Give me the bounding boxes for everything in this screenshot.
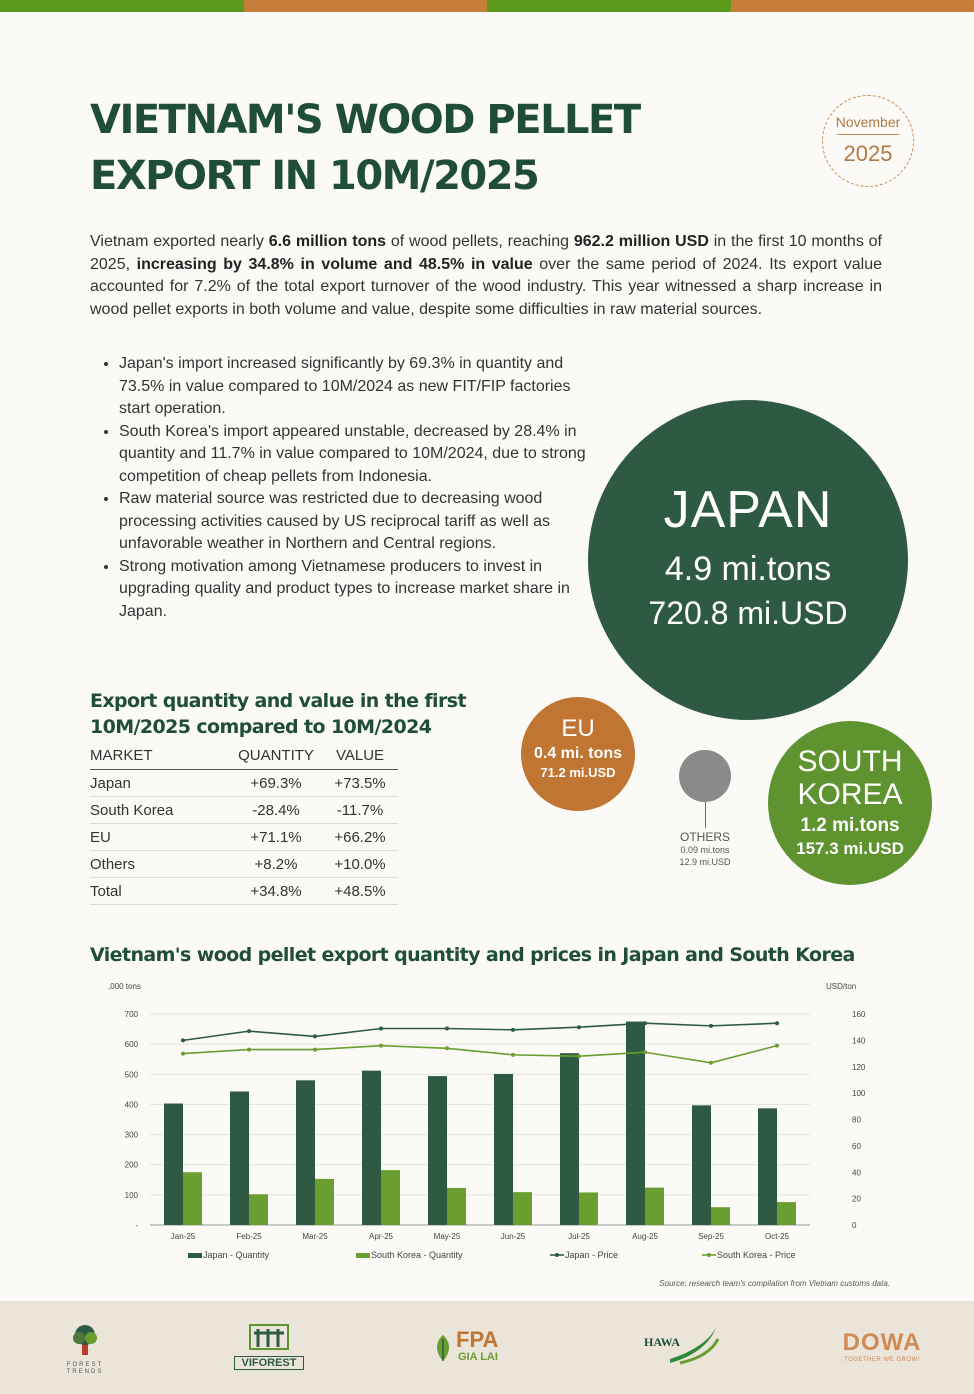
fpa-sub-text: GIA LAI: [458, 1351, 498, 1363]
key-point: • Japan's import increased significantly by 69.3% in quantity and 73.5% in value compared to 10M/2024 as new FIT/FIP factories start operation.: [119, 353, 589, 421]
top-bar-orange-1: [244, 0, 488, 12]
bar-japan-quantity: [428, 1076, 447, 1225]
x-tick-label: Aug-25: [632, 1232, 658, 1241]
point-south-korea-price: [313, 1048, 317, 1052]
bar-japan-quantity: [692, 1105, 711, 1225]
viforest-logo: [234, 1323, 304, 1373]
tree-icon: [62, 1323, 108, 1357]
japan-name: JAPAN: [663, 481, 833, 539]
intro-bold-2: 962.2 million USD: [573, 233, 709, 250]
leaf-icon: [432, 1331, 454, 1363]
table-header-row: [90, 744, 398, 770]
bar-south-korea-quantity: [249, 1194, 268, 1225]
hawa-text: HAWA: [644, 1335, 681, 1349]
y-right-tick-label: 160: [852, 1010, 866, 1019]
south-korea-name: SOUTH KOREA: [797, 745, 903, 811]
bar-south-korea-quantity: [315, 1179, 334, 1225]
legend-swatch: [188, 1253, 202, 1258]
cell-quantity: +34.8%: [230, 878, 322, 905]
south-korea-market-bubble: [768, 721, 932, 885]
point-japan-price: [577, 1025, 581, 1029]
dowa-tagline: TOGETHER WE GROW!: [844, 1357, 920, 1363]
intro-bold-3: increasing by 34.8% in volume and 48.5% in value: [136, 255, 533, 273]
viforest-emblem-icon: [244, 1323, 294, 1351]
export-quantity-price-chart: [90, 975, 880, 1275]
intro-text-1: Vietnam exported nearly: [90, 233, 269, 250]
legend-label: Japan - Price: [565, 1250, 619, 1260]
bar-japan-quantity: [230, 1091, 249, 1225]
top-bar-green-1: [0, 0, 244, 12]
badge-year: 2025: [843, 141, 893, 166]
cell-value: +48.5%: [322, 878, 398, 905]
cell-quantity: +71.1%: [230, 824, 322, 851]
viforest-text: VIFOREST: [234, 1356, 304, 1370]
cell-quantity: -28.4%: [230, 797, 322, 824]
intro-bold-1: 6.6 million tons: [268, 233, 387, 250]
x-tick-label: Oct-25: [764, 1232, 790, 1241]
others-quantity: 0.09 mi.tons: [680, 845, 730, 855]
others-label: [655, 830, 755, 868]
point-south-korea-price: [181, 1052, 185, 1056]
header-value: VALUE: [322, 744, 398, 770]
intro-text-4: over the same period of 2024. Its export value accounted for 7.2% of the total export turnover of the wood industry. This year witnessed a sharp increase in wood pellet exports in both volume and value, despite some difficulties in raw material sources.: [90, 255, 883, 318]
point-japan-price: [511, 1028, 515, 1032]
legend-marker: [707, 1253, 711, 1257]
top-color-bar: [0, 0, 974, 12]
y-right-tick-label: 20: [852, 1194, 861, 1204]
point-japan-price: [775, 1021, 779, 1025]
x-tick-label: Jul-25: [568, 1232, 590, 1241]
fpa-main-text: FPA: [456, 1327, 499, 1352]
bar-south-korea-quantity: [645, 1188, 664, 1225]
intro-text-2: of wood pellets, reaching: [386, 233, 574, 250]
top-bar-orange-2: [731, 0, 974, 12]
japan-value: 720.8 mi.USD: [648, 595, 848, 631]
y-left-tick-label: 100: [124, 1190, 138, 1200]
badge-month: November: [835, 114, 901, 130]
bar-south-korea-quantity: [579, 1192, 598, 1225]
point-japan-price: [181, 1038, 185, 1042]
y-right-tick-label: 140: [852, 1036, 866, 1046]
cell-market: Japan: [90, 770, 230, 797]
cell-value: -11.7%: [322, 797, 398, 824]
legend-label: South Korea - Quantity: [371, 1250, 463, 1260]
x-tick-label: Feb-25: [236, 1232, 262, 1241]
bar-japan-quantity: [362, 1071, 381, 1225]
key-points-list: [90, 353, 589, 623]
table-row: [90, 878, 398, 905]
point-south-korea-price: [445, 1046, 449, 1050]
y-left-tick-label: -: [135, 1221, 138, 1230]
cell-market: Total: [90, 878, 230, 905]
header-market: MARKET: [90, 744, 230, 770]
legend-label: Japan - Quantity: [203, 1250, 270, 1260]
bar-south-korea-quantity: [183, 1172, 202, 1225]
y-right-tick-label: 120: [852, 1062, 866, 1072]
point-japan-price: [643, 1021, 647, 1025]
south-korea-quantity: 1.2 mi.tons: [800, 815, 900, 836]
table-row: [90, 824, 398, 851]
cell-value: +66.2%: [322, 824, 398, 851]
japan-market-bubble: [588, 400, 908, 720]
japan-quantity: 4.9 mi.tons: [664, 550, 832, 588]
point-japan-price: [709, 1024, 713, 1028]
bar-south-korea-quantity: [447, 1188, 466, 1225]
forest-trends-text: FOREST TRENDS: [66, 1362, 104, 1375]
y-left-tick-label: 400: [124, 1100, 138, 1110]
point-south-korea-price: [511, 1053, 515, 1057]
intro-paragraph: [90, 231, 882, 321]
dowa-text: DOWA: [842, 1329, 922, 1356]
line-japan-price: [183, 1023, 777, 1040]
bar-japan-quantity: [296, 1080, 315, 1225]
y-left-tick-label: 600: [124, 1040, 138, 1050]
cell-quantity: +69.3%: [230, 770, 322, 797]
page-title: VIETNAM'S WOOD PELLET EXPORT IN 10M/2025: [90, 97, 640, 199]
cell-value: +10.0%: [322, 851, 398, 878]
hawa-logo: [640, 1323, 720, 1373]
badge-divider: [837, 134, 899, 135]
y-right-tick-label: 80: [852, 1115, 861, 1125]
point-south-korea-price: [775, 1044, 779, 1048]
cell-market: Others: [90, 851, 230, 878]
cell-quantity: +8.2%: [230, 851, 322, 878]
others-connector-line: [705, 802, 706, 828]
date-badge: [822, 95, 914, 187]
bar-south-korea-quantity: [777, 1202, 796, 1225]
cell-value: +73.5%: [322, 770, 398, 797]
bar-japan-quantity: [560, 1053, 579, 1225]
y-left-tick-label: 200: [124, 1160, 138, 1170]
table-row: [90, 797, 398, 824]
table-row: [90, 851, 398, 878]
top-bar-green-2: [487, 0, 731, 12]
point-south-korea-price: [709, 1061, 713, 1065]
y-right-tick-label: 60: [852, 1141, 861, 1151]
bar-south-korea-quantity: [513, 1192, 532, 1225]
key-point: • Raw material source was restricted due to decreasing wood processing activities caused by US reciprocal tariff as well as unfavorable weather in Northern and Central regions.: [119, 488, 589, 556]
point-japan-price: [313, 1034, 317, 1038]
point-south-korea-price: [643, 1050, 647, 1054]
bar-japan-quantity: [758, 1108, 777, 1225]
south-korea-value: 157.3 mi.USD: [796, 839, 904, 858]
point-south-korea-price: [379, 1044, 383, 1048]
y-left-tick-label: 500: [124, 1070, 138, 1080]
y-axis-right-label: USD/ton: [826, 982, 857, 991]
y-right-tick-label: 100: [852, 1089, 866, 1099]
bar-south-korea-quantity: [381, 1170, 400, 1225]
point-south-korea-price: [577, 1054, 581, 1058]
x-tick-label: Mar-25: [302, 1232, 328, 1241]
y-left-tick-label: 300: [124, 1130, 138, 1140]
line-south-korea-price: [183, 1046, 777, 1063]
others-value: 12.9 mi.USD: [679, 857, 731, 867]
eu-quantity: 0.4 mi. tons: [533, 745, 623, 762]
x-tick-label: Apr-25: [368, 1232, 394, 1241]
x-tick-label: Jun-25: [500, 1232, 526, 1241]
cell-market: EU: [90, 824, 230, 851]
legend-marker: [555, 1253, 559, 1257]
y-right-tick-label: 40: [852, 1168, 861, 1178]
bar-south-korea-quantity: [711, 1207, 730, 1225]
key-point: • South Korea's import appeared unstable, decreased by 28.4% in quantity and 11.7% in value compared to 10M/2024, due to strong competition of cheap pellets from Indonesia.: [119, 421, 589, 489]
bar-japan-quantity: [164, 1104, 183, 1225]
point-south-korea-price: [247, 1048, 251, 1052]
table-row: [90, 770, 398, 797]
x-tick-label: Sep-25: [698, 1232, 724, 1241]
header-quantity: QUANTITY: [230, 744, 322, 770]
legend-swatch: [356, 1253, 370, 1258]
others-market-bubble: [679, 750, 731, 802]
partner-logos-footer: [0, 1301, 974, 1394]
y-axis-left-label: ,000 tons: [108, 982, 141, 991]
point-japan-price: [445, 1027, 449, 1031]
eu-name: EU: [561, 715, 595, 742]
table-title: Export quantity and value in the first 10M/2025 compared to 10M/2024: [90, 690, 466, 738]
intro-text-3: in the first 10 months of 2025,: [90, 233, 882, 273]
source-note: Source: research team's compilation from Vietnam customs data.: [659, 1279, 890, 1288]
legend-label: South Korea - Price: [717, 1250, 796, 1260]
x-tick-label: May-25: [433, 1232, 461, 1241]
eu-value: 71.2 mi.USD: [540, 765, 616, 780]
x-tick-label: Jan-25: [170, 1232, 196, 1241]
bar-japan-quantity: [494, 1074, 513, 1225]
key-point: • Strong motivation among Vietnamese producers to invest in upgrading quality and product types to increase market share in Japan.: [119, 556, 589, 624]
point-japan-price: [379, 1027, 383, 1031]
fpa-gia-lai-logo: [432, 1323, 514, 1373]
dowa-logo: [834, 1323, 930, 1373]
chart-title: Vietnam's wood pellet export quantity and prices in Japan and South Korea: [90, 944, 855, 966]
y-right-tick-label: 0: [852, 1221, 857, 1230]
point-japan-price: [247, 1029, 251, 1033]
forest-trends-logo: [62, 1323, 108, 1373]
eu-market-bubble: [521, 697, 635, 811]
others-name: OTHERS: [679, 830, 730, 844]
market-comparison-table: [90, 744, 398, 905]
y-left-tick-label: 700: [124, 1010, 138, 1019]
cell-market: South Korea: [90, 797, 230, 824]
